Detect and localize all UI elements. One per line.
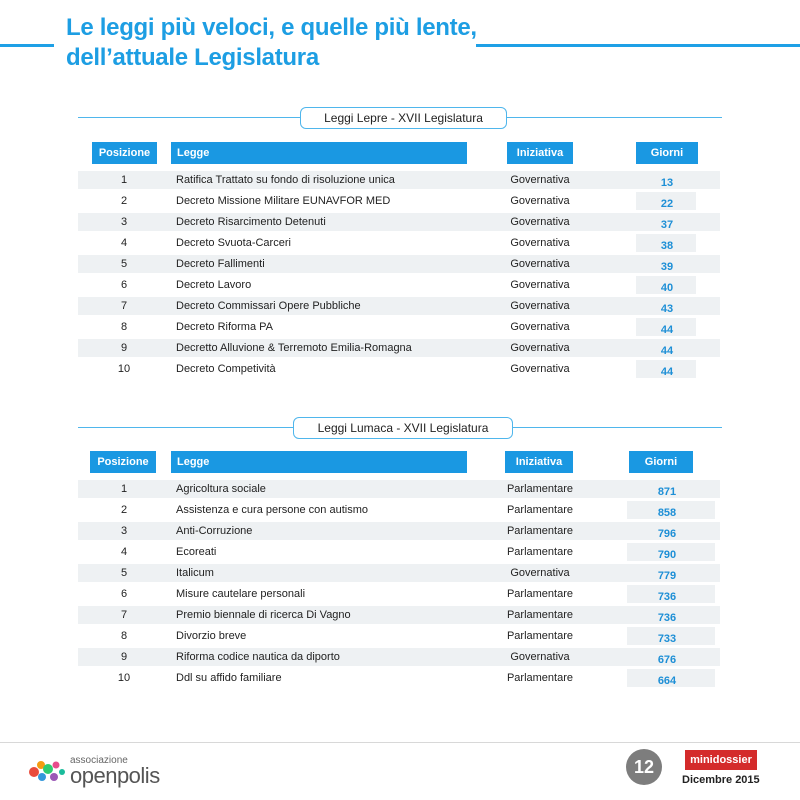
cell-giorni: 790	[657, 549, 677, 561]
section-label-lepre: Leggi Lepre - XVII Legislatura	[300, 107, 507, 129]
table-row	[78, 480, 720, 501]
openpolis-logo-icon	[26, 755, 68, 785]
cell-giorni: 676	[657, 654, 677, 666]
cell-iniziativa: Parlamentare	[506, 525, 574, 537]
logo-text-small: associazione	[70, 755, 128, 766]
row-band	[78, 171, 720, 189]
cell-giorni: 43	[660, 303, 674, 315]
cell-iniziativa: Governativa	[510, 363, 570, 375]
cell-giorni: 38	[660, 240, 674, 252]
header-iniziativa: Iniziativa	[507, 142, 573, 164]
table-row	[78, 192, 720, 213]
page-title	[66, 13, 486, 73]
cell-legge: Italicum	[176, 567, 214, 579]
cell-giorni: 733	[657, 633, 677, 645]
openpolis-logo	[26, 755, 186, 788]
cell-posizione: 5	[120, 567, 128, 579]
cell-legge: Misure cautelare personali	[176, 588, 306, 600]
cell-giorni: 779	[657, 570, 677, 582]
header-posizione: Posizione	[90, 451, 156, 473]
cell-giorni: 44	[660, 345, 674, 357]
cell-iniziativa: Governativa	[510, 279, 570, 291]
row-band	[78, 480, 720, 498]
cell-giorni: 736	[657, 591, 677, 603]
footer-divider	[0, 742, 800, 743]
table-row	[78, 297, 720, 318]
cell-posizione: 6	[120, 279, 128, 291]
row-band	[78, 255, 720, 273]
table-row	[78, 360, 720, 381]
table-row	[78, 171, 720, 192]
table-row	[78, 213, 720, 234]
cell-giorni: 37	[660, 219, 674, 231]
section-label-lumaca: Leggi Lumaca - XVII Legislatura	[293, 417, 513, 439]
cell-posizione: 1	[120, 483, 128, 495]
page-number: 12	[626, 749, 662, 785]
cell-iniziativa: Governativa	[510, 258, 570, 270]
cell-giorni: 871	[657, 486, 677, 498]
row-band	[78, 648, 720, 666]
cell-iniziativa: Governativa	[510, 174, 570, 186]
cell-legge: Decretto Alluvione & Terremoto Emilia-Romagna	[176, 342, 412, 354]
table-row	[78, 606, 720, 627]
cell-posizione: 4	[120, 237, 128, 249]
cell-posizione: 7	[120, 300, 128, 312]
cell-posizione: 6	[120, 588, 128, 600]
cell-legge: Ddl su affido familiare	[176, 672, 282, 684]
cell-giorni: 664	[657, 675, 677, 687]
cell-legge: Agricoltura sociale	[176, 483, 266, 495]
page-title-line1: Le leggi più veloci, e quelle più lente,	[66, 14, 477, 41]
table-row	[78, 255, 720, 276]
footer-date: Dicembre 2015	[682, 774, 760, 786]
cell-giorni: 39	[660, 261, 674, 273]
cell-legge: Assistenza e cura persone con autismo	[176, 504, 368, 516]
table-row	[78, 648, 720, 669]
cell-posizione: 9	[120, 342, 128, 354]
cell-iniziativa: Governativa	[510, 300, 570, 312]
cell-iniziativa: Parlamentare	[506, 672, 574, 684]
row-band	[78, 213, 720, 231]
cell-legge: Decreto Commissari Opere Pubbliche	[176, 300, 361, 312]
cell-iniziativa: Parlamentare	[506, 588, 574, 600]
cell-giorni: 44	[660, 366, 674, 378]
logo-text-big: openpolis	[70, 763, 160, 788]
table-row	[78, 339, 720, 360]
cell-iniziativa: Parlamentare	[506, 546, 574, 558]
table-row	[78, 276, 720, 297]
header-posizione: Posizione	[92, 142, 157, 164]
cell-iniziativa: Governativa	[510, 237, 570, 249]
row-band	[78, 297, 720, 315]
cell-legge: Decreto Risarcimento Detenuti	[176, 216, 326, 228]
table-row	[78, 234, 720, 255]
cell-iniziativa: Parlamentare	[506, 630, 574, 642]
cell-giorni: 796	[657, 528, 677, 540]
header-legge: Legge	[171, 142, 467, 164]
cell-legge: Premio biennale di ricerca Di Vagno	[176, 609, 351, 621]
header-legge: Legge	[171, 451, 467, 473]
cell-legge: Riforma codice nautica da diporto	[176, 651, 340, 663]
cell-legge: Divorzio breve	[176, 630, 247, 642]
cell-posizione: 10	[117, 672, 131, 684]
cell-iniziativa: Parlamentare	[506, 609, 574, 621]
cell-iniziativa: Governativa	[510, 321, 570, 333]
cell-posizione: 5	[120, 258, 128, 270]
table-lumaca-rows	[78, 480, 720, 690]
cell-iniziativa: Parlamentare	[506, 483, 574, 495]
cell-giorni: 22	[660, 198, 674, 210]
table-row	[78, 501, 720, 522]
cell-legge: Decreto Missione Militare EUNAVFOR MED	[176, 195, 391, 207]
cell-iniziativa: Governativa	[510, 216, 570, 228]
header-giorni: Giorni	[629, 451, 693, 473]
cell-posizione: 4	[120, 546, 128, 558]
cell-giorni: 40	[660, 282, 674, 294]
minidossier-badge: minidossier	[685, 750, 757, 770]
cell-iniziativa: Governativa	[510, 651, 570, 663]
cell-posizione: 2	[120, 504, 128, 516]
table-row	[78, 522, 720, 543]
header-giorni: Giorni	[636, 142, 698, 164]
cell-posizione: 8	[120, 630, 128, 642]
cell-legge: Decreto Competività	[176, 363, 276, 375]
cell-posizione: 3	[120, 525, 128, 537]
cell-legge: Decreto Svuota-Carceri	[176, 237, 291, 249]
cell-legge: Decreto Lavoro	[176, 279, 252, 291]
header-iniziativa: Iniziativa	[505, 451, 573, 473]
cell-giorni: 736	[657, 612, 677, 624]
cell-iniziativa: Governativa	[510, 195, 570, 207]
row-band	[78, 564, 720, 582]
table-row	[78, 564, 720, 585]
cell-posizione: 7	[120, 609, 128, 621]
title-rule-right	[476, 44, 800, 47]
cell-iniziativa: Parlamentare	[506, 504, 574, 516]
table-row	[78, 318, 720, 339]
table-row	[78, 543, 720, 564]
row-band	[78, 606, 720, 624]
table-row	[78, 585, 720, 606]
table-row	[78, 669, 720, 690]
cell-legge: Decreto Riforma PA	[176, 321, 273, 333]
cell-giorni: 13	[660, 177, 674, 189]
cell-giorni: 44	[660, 324, 674, 336]
table-row	[78, 627, 720, 648]
cell-legge: Anti-Corruzione	[176, 525, 253, 537]
cell-iniziativa: Governativa	[510, 567, 570, 579]
table-lepre-rows	[78, 171, 720, 381]
title-rule-left	[0, 44, 54, 47]
cell-posizione: 8	[120, 321, 128, 333]
cell-iniziativa: Governativa	[510, 342, 570, 354]
cell-posizione: 2	[120, 195, 128, 207]
cell-legge: Ratifica Trattato su fondo di risoluzione unica	[176, 174, 395, 186]
cell-legge: Ecoreati	[176, 546, 217, 558]
page-title-line2: dell’attuale Legislatura	[66, 44, 319, 71]
row-band	[78, 522, 720, 540]
cell-legge: Decreto Fallimenti	[176, 258, 265, 270]
cell-posizione: 9	[120, 651, 128, 663]
cell-giorni: 858	[657, 507, 677, 519]
cell-posizione: 10	[117, 363, 131, 375]
cell-posizione: 1	[120, 174, 128, 186]
cell-posizione: 3	[120, 216, 128, 228]
